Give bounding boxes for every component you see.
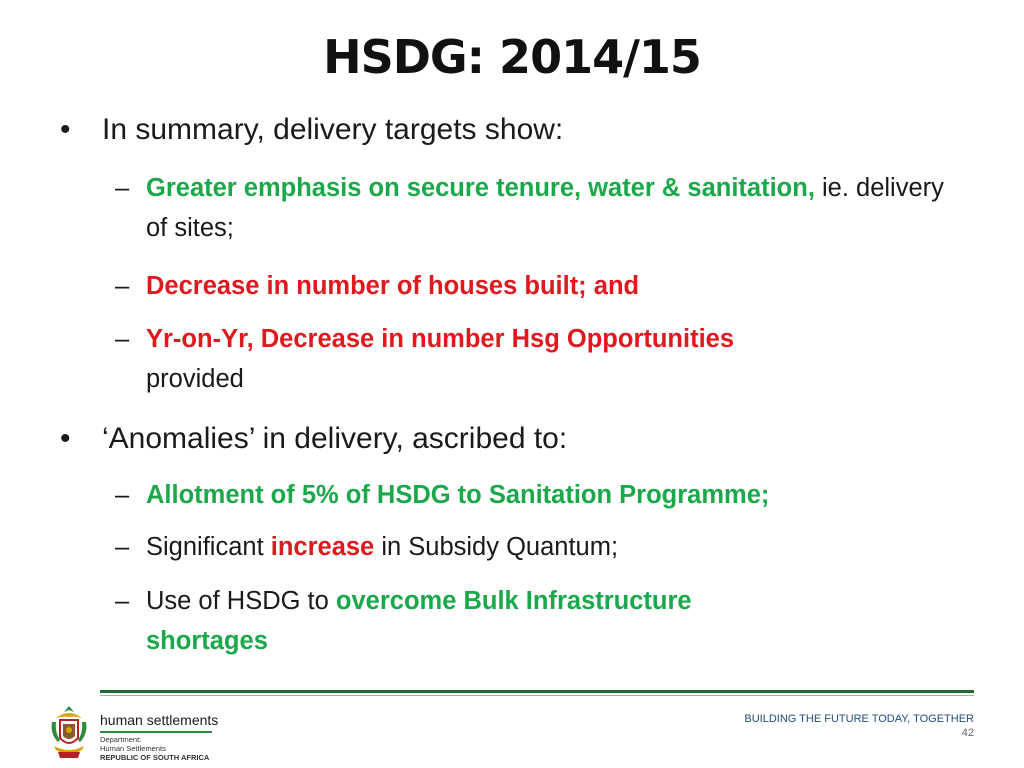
coat-of-arms-icon	[46, 700, 92, 764]
brand-name: human settlements	[100, 712, 219, 728]
sub-bullet-text	[146, 475, 946, 515]
sub-bullet-text	[146, 266, 946, 306]
green-emphasis: Allotment of 5% of HSDG to Sanitation Programme;	[146, 481, 770, 509]
footer-divider	[100, 690, 974, 693]
green-emphasis: shortages	[146, 627, 268, 655]
bullet-marker: •	[60, 113, 71, 146]
dash-marker: –	[115, 272, 130, 300]
green-emphasis: sanitation,	[687, 174, 815, 202]
footer-tagline: BUILDING THE FUTURE TODAY, TOGETHER	[744, 713, 974, 725]
sub-bullet-text	[146, 527, 946, 567]
sub-bullet-text	[146, 581, 946, 661]
plain-text: in Subsidy Quantum;	[374, 533, 619, 561]
red-emphasis: increase	[270, 533, 375, 561]
dash-marker: –	[115, 587, 130, 615]
dash-marker: –	[115, 174, 130, 202]
red-emphasis: Yr-on-Yr, Decrease in number Hsg Opportunities	[146, 325, 735, 353]
bullet-marker: •	[60, 422, 71, 455]
plain-text: ie. delivery of sites;	[146, 174, 944, 242]
republic-label: REPUBLIC OF SOUTH AFRICA	[100, 753, 210, 762]
bullet-text: In summary, delivery targets show:	[102, 113, 564, 146]
dash-marker: –	[115, 533, 130, 561]
sub-bullet-text	[146, 168, 946, 248]
red-emphasis: Decrease in number of houses built; and	[146, 272, 640, 300]
dash-marker: –	[115, 481, 130, 509]
slide-title: HSDG: 2014/15	[323, 30, 701, 84]
plain-text: Use of HSDG to	[146, 587, 336, 615]
bullet-text: ‘Anomalies’ in delivery, ascribed to:	[102, 422, 568, 455]
brand-rule	[100, 731, 212, 733]
sub-bullet-text	[146, 319, 946, 399]
green-emphasis: overcome Bulk Infrastructure	[335, 587, 692, 615]
footer-divider-thin	[100, 695, 974, 696]
green-emphasis: Greater emphasis on secure tenure, water &	[146, 174, 688, 202]
department-label: Department:	[100, 735, 142, 744]
plain-text: provided	[146, 365, 244, 393]
department-name: Human Settlements	[100, 744, 166, 753]
slide-number: 42	[961, 727, 974, 739]
dash-marker: –	[115, 325, 130, 353]
plain-text: Significant	[146, 533, 271, 561]
